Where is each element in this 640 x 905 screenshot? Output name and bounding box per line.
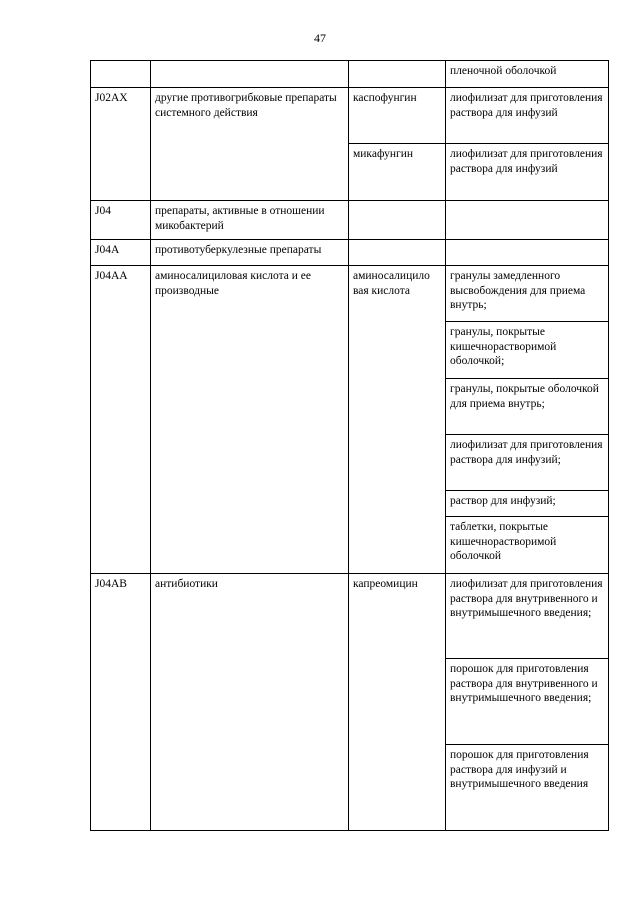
dosage-form-cell: лиофилизат для приготовления раствора для инфузий (446, 144, 609, 201)
group-cell (151, 61, 349, 88)
group-cell: аминосалициловая кислота и ее производные (151, 266, 349, 574)
atc-code-cell: J02AX (91, 88, 151, 201)
dosage-form-cell: лиофилизат для приготовления раствора для инфузий; (446, 435, 609, 491)
drug-name-cell: каспофунгин (349, 88, 446, 144)
dosage-form-cell: лиофилизат для приготовления раствора для инфузий (446, 88, 609, 144)
group-cell: противотуберкулезные препараты (151, 240, 349, 266)
medication-table (90, 60, 609, 831)
table-row (91, 266, 609, 322)
table-row (91, 240, 609, 266)
dosage-form-cell (446, 201, 609, 240)
atc-code-cell: J04AA (91, 266, 151, 574)
table-row (91, 574, 609, 659)
table-row (91, 88, 609, 144)
drug-name-cell (349, 240, 446, 266)
drug-name-cell (349, 61, 446, 88)
table-row (91, 201, 609, 240)
atc-code-cell: J04AB (91, 574, 151, 831)
dosage-form-cell: гранулы, покрытые оболочкой для приема внутрь; (446, 379, 609, 435)
dosage-form-cell: гранулы, покрытые кишечнорастворимой оболочкой; (446, 322, 609, 379)
dosage-form-cell: раствор для инфузий; (446, 491, 609, 517)
group-cell: другие противогрибковые препараты системного действия (151, 88, 349, 201)
atc-code-cell (91, 61, 151, 88)
dosage-form-cell: лиофилизат для приготовления раствора для внутривенного и внутримышечного введения; (446, 574, 609, 659)
drug-name-cell: микафунгин (349, 144, 446, 201)
dosage-form-cell: порошок для приготовления раствора для инфузий и внутримышечного введения (446, 745, 609, 831)
dosage-form-cell (446, 240, 609, 266)
dosage-form-cell: гранулы замедленного высвобождения для приема внутрь; (446, 266, 609, 322)
atc-code-cell: J04A (91, 240, 151, 266)
table-row (91, 61, 609, 88)
dosage-form-cell: таблетки, покрытые кишечнорастворимой оболочкой (446, 517, 609, 574)
page-number: 47 (314, 31, 326, 45)
drug-name-cell (349, 201, 446, 240)
drug-name-cell: аминосалицило вая кислота (349, 266, 446, 574)
dosage-form-cell: порошок для приготовления раствора для внутривенного и внутримышечного введения; (446, 659, 609, 745)
drug-name-cell: капреомицин (349, 574, 446, 831)
group-cell: антибиотики (151, 574, 349, 831)
dosage-form-cell: пленочной оболочкой (446, 61, 609, 88)
atc-code-cell: J04 (91, 201, 151, 240)
group-cell: препараты, активные в отношении микобактерий (151, 201, 349, 240)
